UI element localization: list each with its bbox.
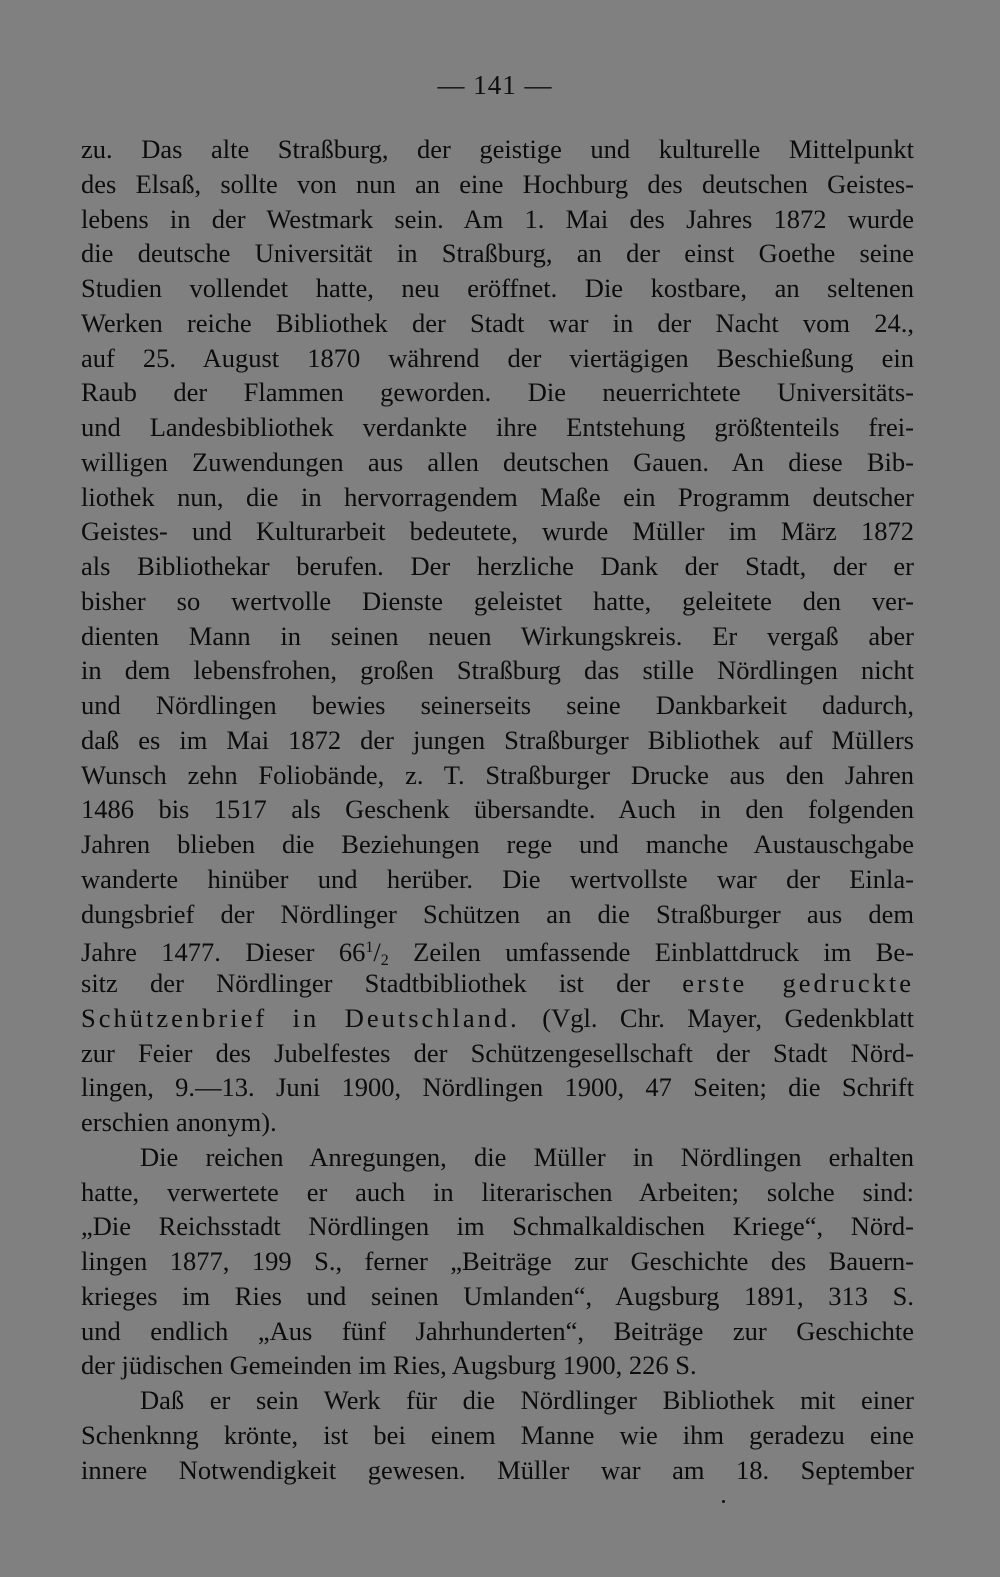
text-line: als Bibliothekar berufen. Der herzliche Dank der Stadt, der er xyxy=(81,551,914,581)
text-line: auf 25. August 1870 während der viertägigen Beschießung ein xyxy=(81,343,914,373)
text-segment: Jahre 1477. Dieser 66 xyxy=(81,937,366,967)
text-line: des Elsaß, sollte von nun an eine Hochburg des deutschen Geistes- xyxy=(81,169,914,199)
text-line: bisher so wertvolle Dienste geleistet hatte, geleitete den ver- xyxy=(81,586,914,616)
text-line: und Landesbibliothek verdankte ihre Entstehung größtenteils frei- xyxy=(81,412,914,442)
text-line: Die reichen Anregungen, die Müller in Nördlingen erhalten xyxy=(140,1142,914,1172)
text-line: Werken reiche Bibliothek der Stadt war in der Nacht vom 24., xyxy=(81,308,914,338)
text-line: 1486 bis 1517 als Geschenk übersandte. Auch in den folgenden xyxy=(81,794,914,824)
text-line: Schenknng krönte, ist bei einem Manne wie ihm geradezu eine xyxy=(81,1420,914,1450)
text-line: Raub der Flammen geworden. Die neuerrichtete Universitäts- xyxy=(81,377,914,407)
text-line: innere Notwendigkeit gewesen. Müller war am 18. September xyxy=(81,1455,914,1485)
text-line: zur Feier des Jubelfestes der Schützengesellschaft der Stadt Nörd- xyxy=(81,1038,914,1068)
text-line: in dem lebensfrohen, großen Straßburg das stille Nördlingen nicht xyxy=(81,655,914,685)
fraction-denominator: 2 xyxy=(380,952,389,969)
text-line xyxy=(81,966,914,1000)
text-line: erschien anonym). xyxy=(81,1107,277,1137)
text-line: und endlich „Aus fünf Jahrhunderten“, Beiträge zur Geschichte xyxy=(81,1316,914,1346)
text-segment: (Vgl. Chr. Mayer, Gedenkblatt xyxy=(519,1003,914,1033)
text-line: liothek nun, die in hervorragendem Maße ein Programm deutscher xyxy=(81,482,914,512)
text-line: dienten Mann in seinen neuen Wirkungskreis. Er vergaß aber xyxy=(81,621,914,651)
text-segment: sitz der Nördlinger Stadtbibliothek ist der xyxy=(81,968,683,998)
page-number: — 141 — xyxy=(437,70,553,100)
text-line: krieges im Ries und seinen Umlanden“, Augsburg 1891, 313 S. xyxy=(81,1281,914,1311)
text-line: der jüdischen Gemeinden im Ries, Augsburg 1900, 226 S. xyxy=(81,1350,697,1380)
fraction-numerator: 1 xyxy=(365,939,374,956)
text-line: lingen 1877, 199 S., ferner „Beiträge zur Geschichte des Bauern- xyxy=(81,1246,914,1276)
print-speck xyxy=(722,1500,725,1503)
text-line: lebens in der Westmark sein. Am 1. Mai des Jahres 1872 wurde xyxy=(81,204,914,234)
emphasized-text: Schützenbrief in Deutschland. xyxy=(81,1003,520,1033)
text-line: die deutsche Universität in Straßburg, an der einst Goethe seine xyxy=(81,238,914,268)
text-line: Daß er sein Werk für die Nördlinger Bibliothek mit einer xyxy=(140,1385,914,1415)
text-line: wanderte hinüber und herüber. Die wertvollste war der Einla- xyxy=(81,864,914,894)
text-line: lingen, 9.—13. Juni 1900, Nördlingen 1900, 47 Seiten; die Schrift xyxy=(81,1072,914,1102)
text-segment: Zeilen umfassende Einblattdruck im Be- xyxy=(388,937,914,967)
text-line: Geistes- und Kulturarbeit bedeutete, wurde Müller im März 1872 xyxy=(81,516,914,546)
text-line: zu. Das alte Straßburg, der geistige und kulturelle Mittelpunkt xyxy=(81,134,914,164)
text-line: und Nördlingen bewies seinerseits seine Dankbarkeit dadurch, xyxy=(81,690,914,720)
text-line: daß es im Mai 1872 der jungen Straßburger Bibliothek auf Müllers xyxy=(81,725,914,755)
text-line: hatte, verwertete er auch in literarischen Arbeiten; solche sind: xyxy=(81,1177,914,1207)
text-line: Wunsch zehn Foliobände, z. T. Straßburger Drucke aus den Jahren xyxy=(81,760,914,790)
text-line: dungsbrief der Nördlinger Schützen an die Straßburger aus dem xyxy=(81,899,914,929)
text-line: Studien vollendet hatte, neu eröffnet. Die kostbare, an seltenen xyxy=(81,273,914,303)
text-line: Jahren blieben die Beziehungen rege und manche Austauschgabe xyxy=(81,829,914,859)
emphasized-text: erste gedruckte xyxy=(682,968,914,998)
text-line: „Die Reichsstadt Nördlingen im Schmalkaldischen Kriege“, Nörd- xyxy=(81,1211,914,1241)
text-line: willigen Zuwendungen aus allen deutschen Gauen. An diese Bib- xyxy=(81,447,914,477)
fraction-slash: / xyxy=(373,937,381,967)
text-line xyxy=(81,1001,914,1035)
